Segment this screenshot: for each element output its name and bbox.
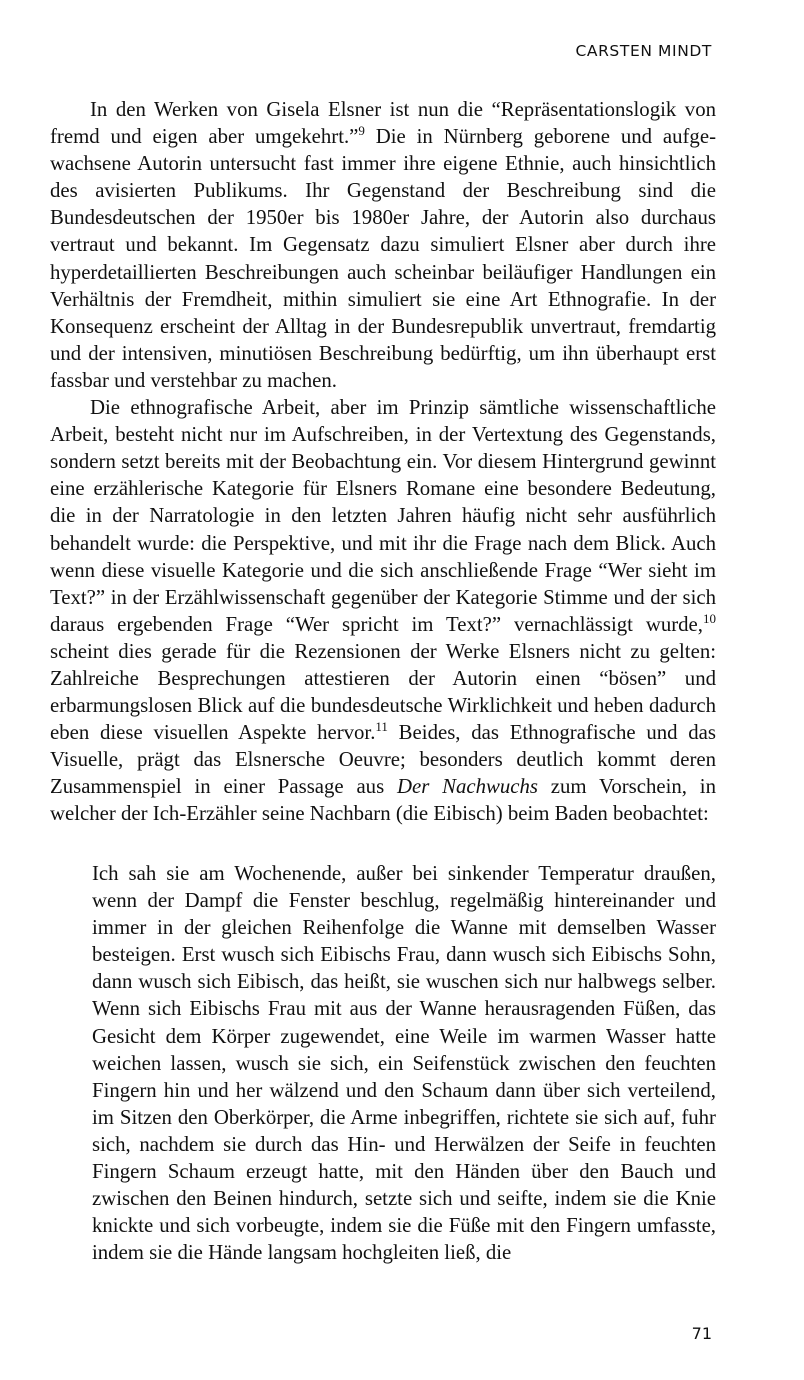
paragraph-2-text-a: Die ethnografische Arbeit, aber im Prinzip sämtliche wissenschaftliche Arbeit, besteht nicht nur im Aufschreiben, in der Vertextung des Gegenstands, sondern setzt bereits mit der Beobachtung ein. Vor diesem Hintergrund gewinnt eine erzählerische Kategorie für Elsners Romane eine besondere Bedeutung, die in der Narratologie in den letzten Jahren häufig nicht sehr ausführlich behandelt wurde: die Perspektive, und mit ihr die Frage nach dem Blick. Auch wenn diese visuelle Kategorie und die sich anschließende Frage “Wer sieht im Text?” in der Erzählwissenschaft gegenüber der Kategorie Stimme und der sich daraus ergebenden Frage “Wer spricht im Text?” vernachlässigt wurde, xyxy=(50,396,716,636)
paragraph-2-text-d: zum Vorschein, in welcher der Ich-Erzähler seine Nachbarn (die Eibisch) beim Baden beobachtet: xyxy=(50,775,716,826)
main-text xyxy=(50,96,716,828)
paragraph-2-text-c: Beides, das Ethnografische und das Visuelle, prägt das Elsnersche Oeuvre; besonders deutlich kommt deren Zusammenspiel in einer Passage aus xyxy=(50,721,717,799)
paragraph-2-text-b: scheint dies gerade für die Rezensionen der Werke Elsners nicht zu gelten: Zahlreiche Besprechungen attestieren der Autorin einen “bösen” und erbarmungslosen Blick auf die bundesdeutsche Wirklichkeit und heben dadurch eben diese visuellen Aspekte hervor. xyxy=(50,639,716,745)
footnote-marker-9[interactable]: 9 xyxy=(358,123,365,139)
page-number: 71 xyxy=(691,1324,712,1343)
block-quote: Ich sah sie am Wochenende, außer bei sinkender Temperatur draußen, wenn der Dampf die Fenster beschlug, regelmäßig hintereinander und immer in der gleichen Reihenfolge die Wanne mit demselben Wasser besteigen. Erst wusch sich Eibischs Frau, dann wusch sich Eibischs Sohn, dann wusch sich Eibisch, das heißt, sie wuschen sich nur halbwegs selber. Wenn sich Eibischs Frau mit aus der Wanne herausragenden Füßen, das Gesicht dem Körper zugewendet, eine Weile im warmen Wasser hatte weichen lassen, wusch sie sich, ein Seifenstück zwischen den feuchten Fingern hin und her wälzend und den Schaum dann über sich verteilend, im Sitzen den Oberkörper, die Arme inbegriffen, richtete sie sich auf, fuhr sich, nachdem sie durch das Hin- und Herwälzen der Seife in feuchten Fingern Schaum erzeugt hatte, mit den Händen über den Bauch und zwischen den Beinen hindurch, setzte sich und seifte, indem sie die Knie knickte und sich vorbeugte, indem sie die Füße mit den Fingern umfasste, indem sie die Hände langsam hochgleiten ließ, die xyxy=(92,862,716,1265)
paragraph-2 xyxy=(50,394,716,828)
paragraph-1 xyxy=(50,96,716,394)
book-title-der-nachwuchs: Der Nachwuchs xyxy=(396,775,538,799)
footnote-marker-10[interactable]: 10 xyxy=(703,610,716,626)
paragraph-1-text-b: Die in Nürnberg geborene und aufgewachsene Autorin untersucht fast immer ihre eigene Ethnie, auch hinsichtlich des avisierten Publikums. Ihr Gegenstand der Beschreibung sind die Bundesdeutschen der 1950er bis 1980er Jahre, der Autorin also durchaus vertraut und bekannt. Im Gegensatz dazu simuliert Elsner aber durch ihre hyperdetaillierten Beschreibungen auch scheinbar beiläufiger Handlungen ein Verhältnis der Fremdheit, mithin simuliert sie eine Art Ethnografie. In der Konsequenz erscheint der Alltag in der Bundesrepublik unvertraut, fremdartig und der intensiven, minutiösen Beschreibung bedürftig, um ihn überhaupt erst fassbar und verstehbar zu machen. xyxy=(50,125,716,392)
footnote-marker-11[interactable]: 11 xyxy=(375,719,388,735)
running-head-author: CARSTEN MINDT xyxy=(575,42,712,60)
paragraph-1-text-a: In den Werken von Gisela Elsner ist nun die “Repräsentationslogik von fremd und eigen aber umgekehrt.” xyxy=(50,98,716,149)
